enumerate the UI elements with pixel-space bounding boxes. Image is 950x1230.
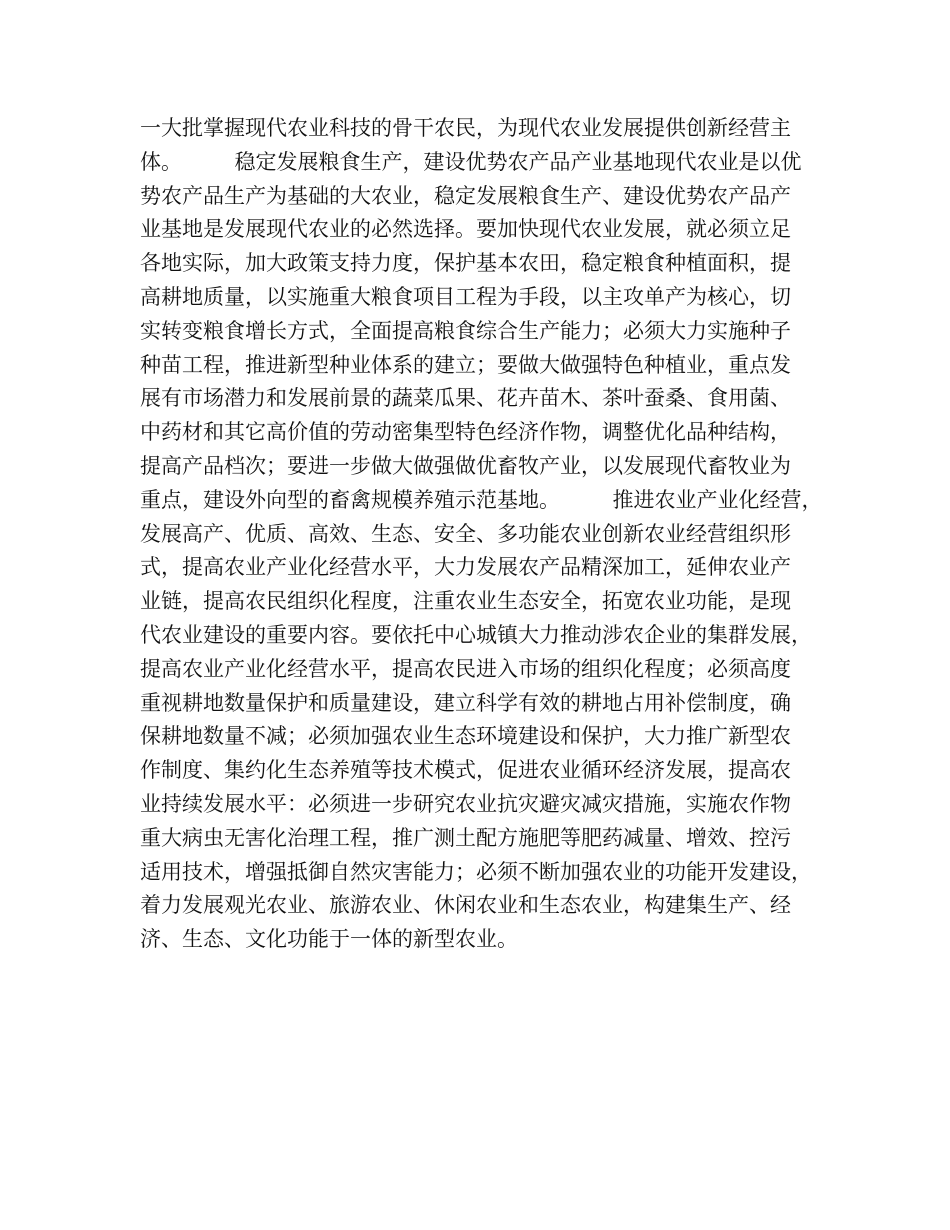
text-line: 高耕地质量，以实施重大粮食项目工程为手段，以主攻单产为核心，切 [140, 284, 791, 309]
text-line: 式，提高农业产业化经营水平，大力发展农产品精深加工，延伸农业产 [140, 555, 791, 580]
text-line: 体。 稳定发展粮食生产，建设优势农产品产业基地现代农业是以优 [140, 149, 802, 174]
text-line: 重大病虫无害化治理工程，推广测土配方施肥等肥药减量、增效、控污 [140, 825, 791, 850]
text-line: 发展高产、优质、高效、生态、安全、多功能农业创新农业经营组织形 [140, 521, 791, 546]
text-line: 重视耕地数量保护和质量建设，建立科学有效的耕地占用补偿制度，确 [140, 690, 791, 715]
text-line: 业基地是发展现代农业的必然选择。要加快现代农业发展，就必须立足 [140, 217, 791, 242]
text-line: 重点，建设外向型的畜禽规模养殖示范基地。 推进农业产业化经营， [140, 487, 823, 512]
text-line: 一大批掌握现代农业科技的骨干农民，为现代农业发展提供创新经营主 [140, 116, 791, 140]
text-line: 提高产品档次；要进一步做大做强做优畜牧产业，以发展现代畜牧业为 [140, 453, 791, 478]
text-line: 展有市场潜力和发展前景的蔬菜瓜果、花卉苗木、茶叶蚕桑、食用菌、 [140, 386, 791, 411]
text-line: 实转变粮食增长方式，全面提高粮食综合生产能力；必须大力实施种子 [140, 318, 791, 343]
text-line: 适用技术，增强抵御自然灾害能力；必须不断加强农业的功能开发建设， [140, 859, 812, 884]
text-line: 势农产品生产为基础的大农业，稳定发展粮食生产、建设优势农产品产 [140, 183, 791, 208]
text-line: 各地实际，加大政策支持力度，保护基本农田，稳定粮食种植面积，提 [140, 251, 791, 276]
text-line: 济、生态、文化功能于一体的新型农业。 [140, 927, 518, 952]
text-line: 保耕地数量不减；必须加强农业生态环境建设和保护，大力推广新型农 [140, 724, 791, 749]
body-text [140, 112, 830, 957]
text-line: 业持续发展水平：必须进一步研究农业抗灾避灾减灾措施，实施农作物 [140, 791, 791, 816]
text-line: 作制度、集约化生态养殖等技术模式，促进农业循环经济发展，提高农 [140, 758, 791, 783]
text-line: 业链，提高农民组织化程度，注重农业生态安全，拓宽农业功能，是现 [140, 589, 791, 614]
text-line: 提高农业产业化经营水平，提高农民进入市场的组织化程度；必须高度 [140, 656, 791, 681]
text-line: 中药材和其它高价值的劳动密集型特色经济作物，调整优化品种结构， [140, 420, 791, 445]
text-line: 代农业建设的重要内容。要依托中心城镇大力推动涉农企业的集群发展， [140, 622, 812, 647]
text-line: 着力发展观光农业、旅游农业、休闲农业和生态农业，构建集生产、经 [140, 893, 791, 918]
text-line: 种苗工程，推进新型种业体系的建立；要做大做强特色种植业，重点发 [140, 352, 791, 377]
